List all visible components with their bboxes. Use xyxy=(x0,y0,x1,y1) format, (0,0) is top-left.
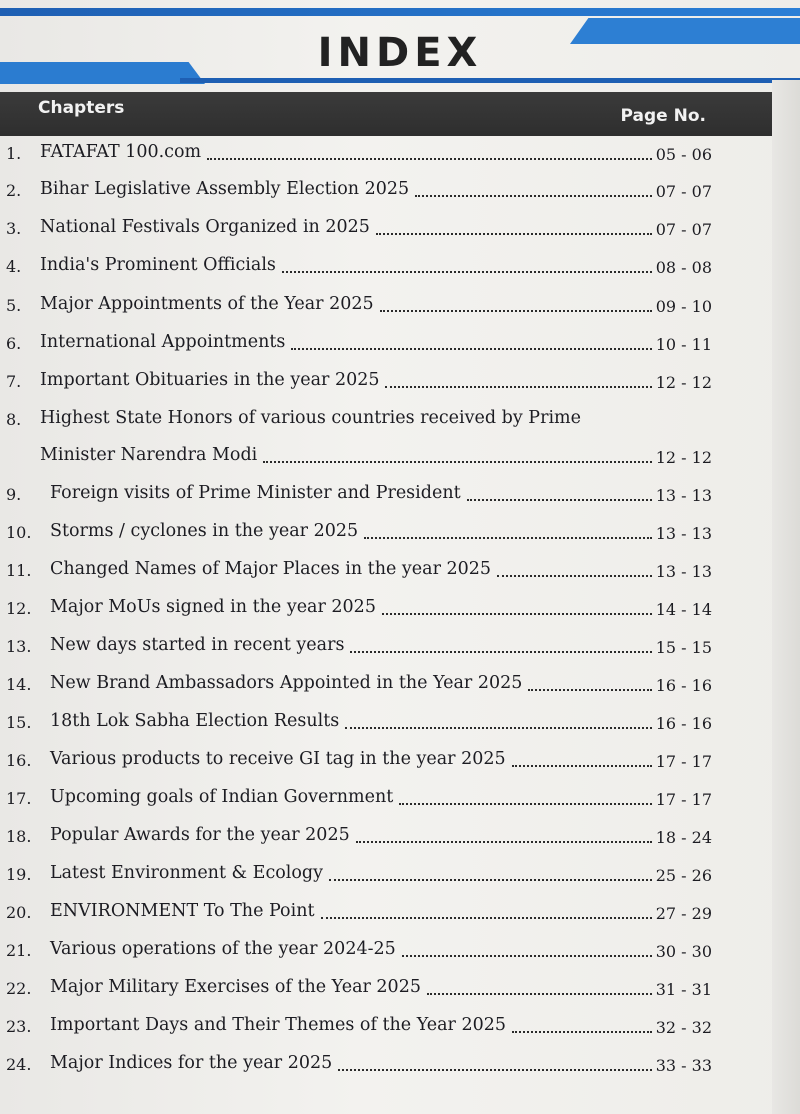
chapter-number: 18. xyxy=(6,827,32,846)
chapter-page-range: 13 - 13 xyxy=(655,486,712,505)
chapter-number: 9. xyxy=(6,485,22,504)
chapter-title: Important Obituaries in the year 2025 xyxy=(40,370,380,390)
chapter-page-range: 25 - 26 xyxy=(655,866,712,885)
dot-leader xyxy=(399,803,652,805)
chapter-row xyxy=(0,255,790,285)
chapter-page-range: 12 - 12 xyxy=(655,448,712,467)
chapter-number: 23. xyxy=(6,1017,32,1036)
dot-leader xyxy=(376,233,652,235)
chapter-page-range: 17 - 17 xyxy=(655,790,712,809)
chapter-number: 7. xyxy=(6,372,22,391)
chapter-row xyxy=(0,711,790,741)
chapter-row xyxy=(0,863,790,893)
chapter-row xyxy=(0,597,790,627)
dot-leader xyxy=(329,879,652,881)
chapter-page-range: 32 - 32 xyxy=(655,1018,712,1037)
chapter-title: Important Days and Their Themes of the Year 2025 xyxy=(50,1015,507,1035)
chapter-page-range: 12 - 12 xyxy=(655,373,712,392)
dot-leader xyxy=(207,158,652,160)
chapter-title: ENVIRONMENT To The Point xyxy=(50,901,315,921)
dot-leader xyxy=(282,271,652,273)
chapter-number: 16. xyxy=(6,751,32,770)
chapter-row xyxy=(0,483,790,513)
chapter-row xyxy=(0,749,790,779)
chapter-number: 17. xyxy=(6,789,32,808)
dot-leader xyxy=(415,195,652,197)
dot-leader xyxy=(497,575,652,577)
chapter-title: FATAFAT 100.com xyxy=(40,142,202,162)
chapter-title: Latest Environment & Ecology xyxy=(50,863,324,883)
chapter-row xyxy=(0,673,790,703)
chapter-row xyxy=(0,217,790,247)
chapter-number: 11. xyxy=(6,561,32,580)
dot-leader xyxy=(350,651,652,653)
chapter-number: 14. xyxy=(6,675,32,694)
chapter-title: Changed Names of Major Places in the year 2025 xyxy=(50,559,492,579)
chapter-title: Major Appointments of the Year 2025 xyxy=(40,294,374,314)
chapter-row xyxy=(0,901,790,931)
chapter-number: 3. xyxy=(6,219,22,238)
chapter-number: 15. xyxy=(6,713,32,732)
dot-leader xyxy=(364,537,652,539)
chapter-number: 10. xyxy=(6,523,32,542)
chapter-title: New days started in recent years xyxy=(50,635,345,655)
chapter-row xyxy=(0,787,790,817)
chapters-column-header: Chapters xyxy=(38,98,125,118)
chapter-number: 19. xyxy=(6,865,32,884)
chapter-number: 2. xyxy=(6,181,22,200)
chapter-title: Major Military Exercises of the Year 2025 xyxy=(50,977,421,997)
chapter-page-range: 33 - 33 xyxy=(655,1056,712,1075)
chapter-page-range: 14 - 14 xyxy=(655,600,712,619)
chapter-page-range: 27 - 29 xyxy=(655,904,712,923)
chapter-title: Minister Narendra Modi xyxy=(40,445,258,465)
chapter-title: Major MoUs signed in the year 2025 xyxy=(50,597,376,617)
chapter-number: 12. xyxy=(6,599,32,618)
chapter-title: Highest State Honors of various countries received by Prime xyxy=(40,408,581,428)
chapter-title: Storms / cyclones in the year 2025 xyxy=(50,521,359,541)
chapter-row xyxy=(0,977,790,1007)
dot-leader xyxy=(338,1069,652,1071)
dot-leader xyxy=(263,461,652,463)
chapter-row xyxy=(0,825,790,855)
dot-leader xyxy=(321,917,652,919)
chapter-number: 22. xyxy=(6,979,32,998)
dot-leader xyxy=(402,955,652,957)
chapter-row xyxy=(0,294,790,324)
chapter-number: 6. xyxy=(6,334,22,353)
chapter-row xyxy=(0,635,790,665)
chapter-title: India's Prominent Officials xyxy=(40,255,276,275)
chapter-number: 24. xyxy=(6,1055,32,1074)
chapter-title: Bihar Legislative Assembly Election 2025 xyxy=(40,179,410,199)
chapter-page-range: 18 - 24 xyxy=(655,828,712,847)
chapter-page-range: 16 - 16 xyxy=(655,714,712,733)
chapter-row xyxy=(0,370,790,400)
chapter-row xyxy=(0,445,790,475)
dot-leader xyxy=(467,499,652,501)
dot-leader xyxy=(382,613,652,615)
dot-leader xyxy=(512,1031,652,1033)
chapter-title: Major Indices for the year 2025 xyxy=(50,1053,333,1073)
page-title: INDEX xyxy=(317,30,483,76)
chapter-page-range: 07 - 07 xyxy=(655,182,712,201)
title-underline-rule xyxy=(180,78,800,83)
chapter-page-range: 07 - 07 xyxy=(655,220,712,239)
dot-leader xyxy=(528,689,652,691)
chapter-title: 18th Lok Sabha Election Results xyxy=(50,711,340,731)
chapter-number: 20. xyxy=(6,903,32,922)
dot-leader xyxy=(385,386,652,388)
chapter-row xyxy=(0,408,790,438)
chapter-number: 1. xyxy=(6,144,22,163)
dot-leader xyxy=(380,310,652,312)
chapter-page-range: 09 - 10 xyxy=(655,297,712,316)
chapter-page-range: 13 - 13 xyxy=(655,524,712,543)
chapter-row xyxy=(0,559,790,589)
chapter-page-range: 31 - 31 xyxy=(655,980,712,999)
chapter-number: 21. xyxy=(6,941,32,960)
chapter-page-range: 10 - 11 xyxy=(655,335,712,354)
chapter-row xyxy=(0,521,790,551)
chapter-title: Various operations of the year 2024-25 xyxy=(50,939,396,959)
chapter-number: 8. xyxy=(6,410,22,429)
chapter-row xyxy=(0,939,790,969)
dot-leader xyxy=(427,993,652,995)
chapter-page-range: 15 - 15 xyxy=(655,638,712,657)
chapter-page-range: 05 - 06 xyxy=(655,145,712,164)
chapter-title: Popular Awards for the year 2025 xyxy=(50,825,350,845)
chapter-page-range: 16 - 16 xyxy=(655,676,712,695)
chapter-page-range: 30 - 30 xyxy=(655,942,712,961)
chapter-number: 5. xyxy=(6,296,22,315)
dot-leader xyxy=(356,841,652,843)
chapter-row xyxy=(0,1015,790,1045)
dot-leader xyxy=(345,727,652,729)
chapter-title: Various products to receive GI tag in the year 2025 xyxy=(50,749,506,769)
dot-leader xyxy=(512,765,652,767)
chapter-title: Foreign visits of Prime Minister and President xyxy=(50,483,461,503)
dot-leader xyxy=(291,348,652,350)
chapter-number: 4. xyxy=(6,257,22,276)
chapter-number: 13. xyxy=(6,637,32,656)
chapter-title: International Appointments xyxy=(40,332,286,352)
chapter-row xyxy=(0,179,790,209)
index-header-bar xyxy=(0,92,772,136)
chapter-title: Upcoming goals of Indian Government xyxy=(50,787,394,807)
chapter-page-range: 17 - 17 xyxy=(655,752,712,771)
chapter-row xyxy=(0,142,790,172)
chapter-page-range: 08 - 08 xyxy=(655,258,712,277)
chapter-page-range: 13 - 13 xyxy=(655,562,712,581)
chapter-row xyxy=(0,332,790,362)
chapter-title: National Festivals Organized in 2025 xyxy=(40,217,370,237)
chapter-row xyxy=(0,1053,790,1083)
top-blue-rule xyxy=(0,8,800,16)
page-number-column-header: Page No. xyxy=(620,106,706,126)
chapter-title: New Brand Ambassadors Appointed in the Year 2025 xyxy=(50,673,523,693)
